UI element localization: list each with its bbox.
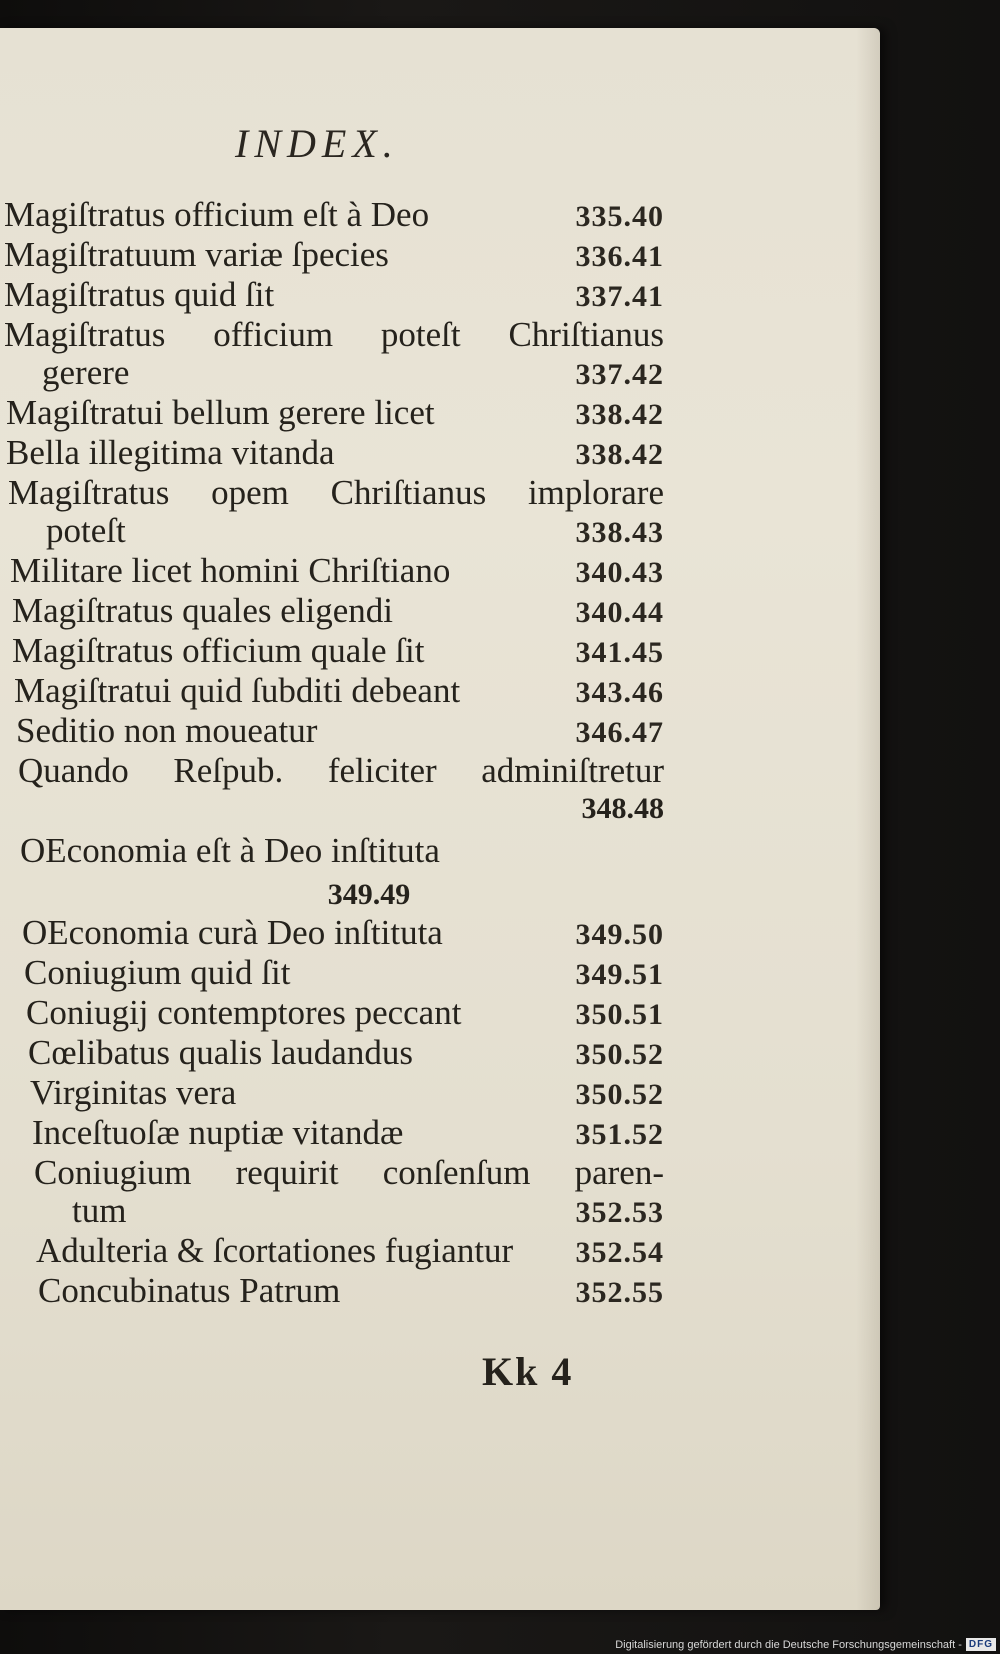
index-entry xyxy=(4,1074,664,1114)
credit-text: Digitalisierung gefördert durch die Deutsche Forschungsgemeinschaft - xyxy=(615,1638,962,1651)
entry-text: Magiſtratus quales eligendi xyxy=(12,591,394,630)
signature-mark: Kk 4 xyxy=(482,1349,574,1394)
digitization-credit xyxy=(615,1638,996,1651)
index-entry xyxy=(4,1232,664,1272)
book-page xyxy=(0,28,880,1610)
entry-ref: 349.49 xyxy=(327,878,411,911)
index-entry xyxy=(4,954,664,994)
entry-ref: 350.52 xyxy=(575,1078,664,1111)
index-entry xyxy=(4,914,664,954)
index-entry xyxy=(4,1034,664,1074)
entry-ref: 349.50 xyxy=(575,918,664,951)
index-entry xyxy=(4,276,664,316)
entry-text: Magiſtratuum variæ ſpecies xyxy=(4,235,389,274)
entry-ref: 338.43 xyxy=(575,516,664,549)
entry-text: Coniugium quid ſit xyxy=(24,953,291,992)
index-entry xyxy=(4,832,664,914)
entry-ref: 338.42 xyxy=(575,438,664,471)
index-entry xyxy=(4,672,664,712)
entry-ref: 340.44 xyxy=(575,596,664,629)
entry-ref: 350.51 xyxy=(575,998,664,1031)
entry-ref: 343.46 xyxy=(575,676,664,709)
entry-text: Virginitas vera xyxy=(30,1073,237,1112)
entry-text: Magiſtratus opem Chriſtianus implorare xyxy=(8,473,664,512)
entry-text: Militare licet homini Chriſtiano xyxy=(10,551,451,590)
entry-text: Bella illegitima vitanda xyxy=(6,433,335,472)
index-entry xyxy=(4,552,664,592)
entry-text: Magiſtratus quid ſit xyxy=(4,275,275,314)
entry-ref: 351.52 xyxy=(575,1118,664,1151)
entry-ref: 352.55 xyxy=(575,1276,664,1309)
entry-text: Seditio non moueatur xyxy=(16,711,318,750)
entry-text: Magiſtratus officium poteſt Chriſtianus xyxy=(4,315,664,354)
entry-text: Quando Reſpub. feliciter adminiſtretur xyxy=(18,751,664,790)
entry-ref: 336.41 xyxy=(575,240,664,273)
entry-text: OEconomia curà Deo inſtituta xyxy=(22,913,443,952)
index-entry xyxy=(4,752,664,828)
entry-continuation: poteſt xyxy=(46,511,126,550)
entry-ref: 335.40 xyxy=(575,200,664,233)
entry-continuation: tum xyxy=(72,1191,127,1230)
entry-text: Inceſtuoſæ nuptiæ vitandæ xyxy=(32,1113,404,1152)
entry-ref: 352.53 xyxy=(575,1196,664,1229)
entry-text: Magiſtratui quid ſubditi debeant xyxy=(14,671,461,710)
entry-text: Adulteria & ſcortationes fugiantur xyxy=(36,1231,514,1270)
entry-ref: 337.42 xyxy=(575,358,664,391)
entry-ref: 340.43 xyxy=(575,556,664,589)
entry-ref: 349.51 xyxy=(575,958,664,991)
entry-text: Magiſtratui bellum gerere licet xyxy=(6,393,435,432)
index-entry xyxy=(4,632,664,672)
entry-text: Cœlibatus qualis laudandus xyxy=(28,1033,413,1072)
index-entry xyxy=(4,1114,664,1154)
entry-continuation: gerere xyxy=(42,353,130,392)
index-entry xyxy=(4,592,664,632)
index-entry xyxy=(4,1154,664,1232)
entry-text: Coniugij contemptores peccant xyxy=(26,993,462,1032)
index-entry xyxy=(4,394,664,434)
index-entry xyxy=(4,474,664,552)
entry-text: Magiſtratus officium eſt à Deo xyxy=(4,195,430,234)
entry-ref: 337.41 xyxy=(575,280,664,313)
entry-ref: 346.47 xyxy=(575,716,664,749)
page-header: INDEX. xyxy=(235,121,399,166)
entry-text: Coniugium requirit conſenſum paren- xyxy=(34,1153,664,1192)
entry-ref: 341.45 xyxy=(575,636,664,669)
entry-ref: 348.48 xyxy=(581,792,664,825)
entry-ref: 352.54 xyxy=(575,1236,664,1269)
index-entry xyxy=(4,712,664,752)
entry-text: OEconomia eſt à Deo inſtituta xyxy=(20,831,440,870)
entry-text: Magiſtratus officium quale ſit xyxy=(12,631,425,670)
entry-text: Concubinatus Patrum xyxy=(38,1271,341,1310)
index-entry xyxy=(4,316,664,394)
index-entry xyxy=(4,196,664,236)
index-entry xyxy=(4,236,664,276)
index-entry xyxy=(4,1272,664,1312)
index-entry xyxy=(4,994,664,1034)
dfg-logo: DFG xyxy=(966,1638,996,1651)
entry-ref: 338.42 xyxy=(575,398,664,431)
index-entries xyxy=(4,196,664,1312)
entry-ref: 350.52 xyxy=(575,1038,664,1071)
index-entry xyxy=(4,434,664,474)
